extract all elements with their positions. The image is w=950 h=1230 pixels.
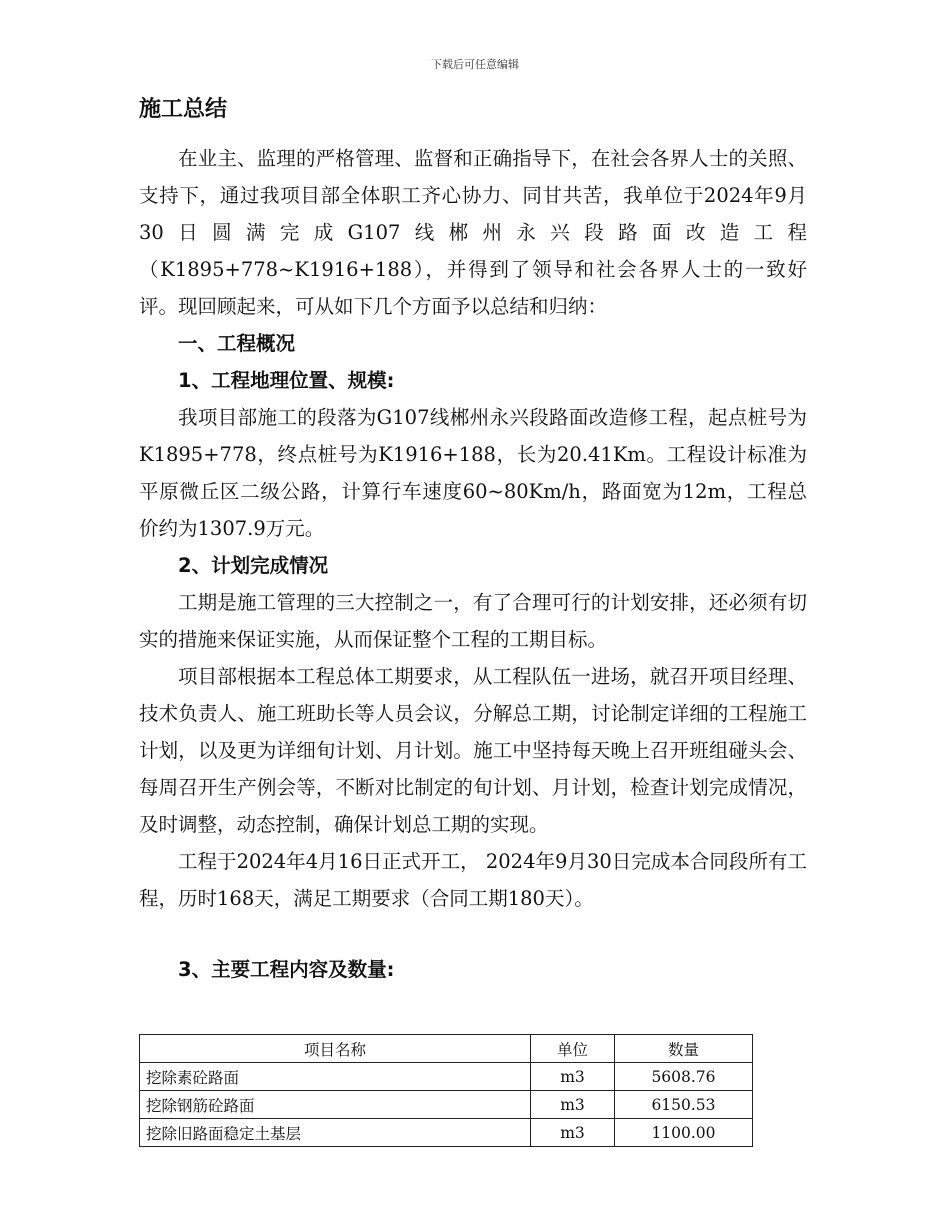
unit-cell: m3 <box>531 1063 615 1091</box>
section-heading: 一、工程概况 <box>178 332 296 355</box>
unit-cell: m3 <box>531 1091 615 1119</box>
item-name-cell: 挖除素砼路面 <box>140 1063 531 1091</box>
unit-cell: m3 <box>531 1119 615 1147</box>
schedule-paragraph: 项目部根据本工程总体工期要求，从工程队伍一进场，就召开项目经理、技术负责人、施工班助长等人员会议，分解总工期，讨论制定详细的工程施工计划，以及更为详细旬计划、月计划。施工中坚持每天晚上召开班组碰头会、每周召开生产例会等，不断对比制定的旬计划、月计划，检查计划完成情况，及时调整，动态控制，确保计划总工期的实现。 <box>139 665 807 836</box>
quantity-cell: 1100.00 <box>615 1119 753 1147</box>
column-header-unit: 单位 <box>531 1035 615 1063</box>
document-body <box>139 140 807 988</box>
table-header-row <box>140 1035 753 1063</box>
quantity-cell: 6150.53 <box>615 1091 753 1119</box>
location-paragraph: 我项目部施工的段落为G107线郴州永兴段路面改造修工程，起点桩号为K1895+778，终点桩号为K1916+188，长为20.41Km。工程设计标准为平原微丘区二级公路，计算行车速度60~80Km/h，路面宽为12m，工程总价约为1307.9万元。 <box>139 406 807 540</box>
quantity-cell: 5608.76 <box>615 1063 753 1091</box>
spacer <box>139 917 807 951</box>
subsection-heading-location: 1、工程地理位置、规模: <box>178 369 395 392</box>
table-row <box>140 1119 753 1147</box>
item-name-cell: 挖除旧路面稳定土基层 <box>140 1119 531 1147</box>
column-header-quantity: 数量 <box>615 1035 753 1063</box>
quantities-table <box>139 1034 753 1147</box>
document-title: 施工总结 <box>139 97 228 122</box>
table-row <box>140 1091 753 1119</box>
subsection-heading-schedule: 2、计划完成情况 <box>178 554 329 577</box>
intro-paragraph: 在业主、监理的严格管理、监督和正确指导下，在社会各界人士的关照、支持下，通过我项目部全体职工齐心协力、同甘共苦，我单位于2024年9月30日圆满完成G107线郴州永兴段路面改造工程（K1895+778~K1916+188），并得到了领导和社会各界人士的一致好评。现回顾起来，可从如下几个方面予以总结和归纳： <box>139 147 807 318</box>
schedule-paragraph: 工程于2024年4月16日正式开工， 2024年9月30日完成本合同段所有工程，历时168天，满足工期要求（合同工期180天）。 <box>139 850 807 910</box>
table-row <box>140 1063 753 1091</box>
item-name-cell: 挖除钢筋砼路面 <box>140 1091 531 1119</box>
schedule-paragraph: 工期是施工管理的三大控制之一，有了合理可行的计划安排，还必须有切实的措施来保证实施，从而保证整个工程的工期目标。 <box>139 591 807 651</box>
column-header-name: 项目名称 <box>140 1035 531 1063</box>
subsection-heading-quantities: 3、主要工程内容及数量: <box>178 958 395 981</box>
page-header: 下载后可任意编辑 <box>431 58 519 71</box>
